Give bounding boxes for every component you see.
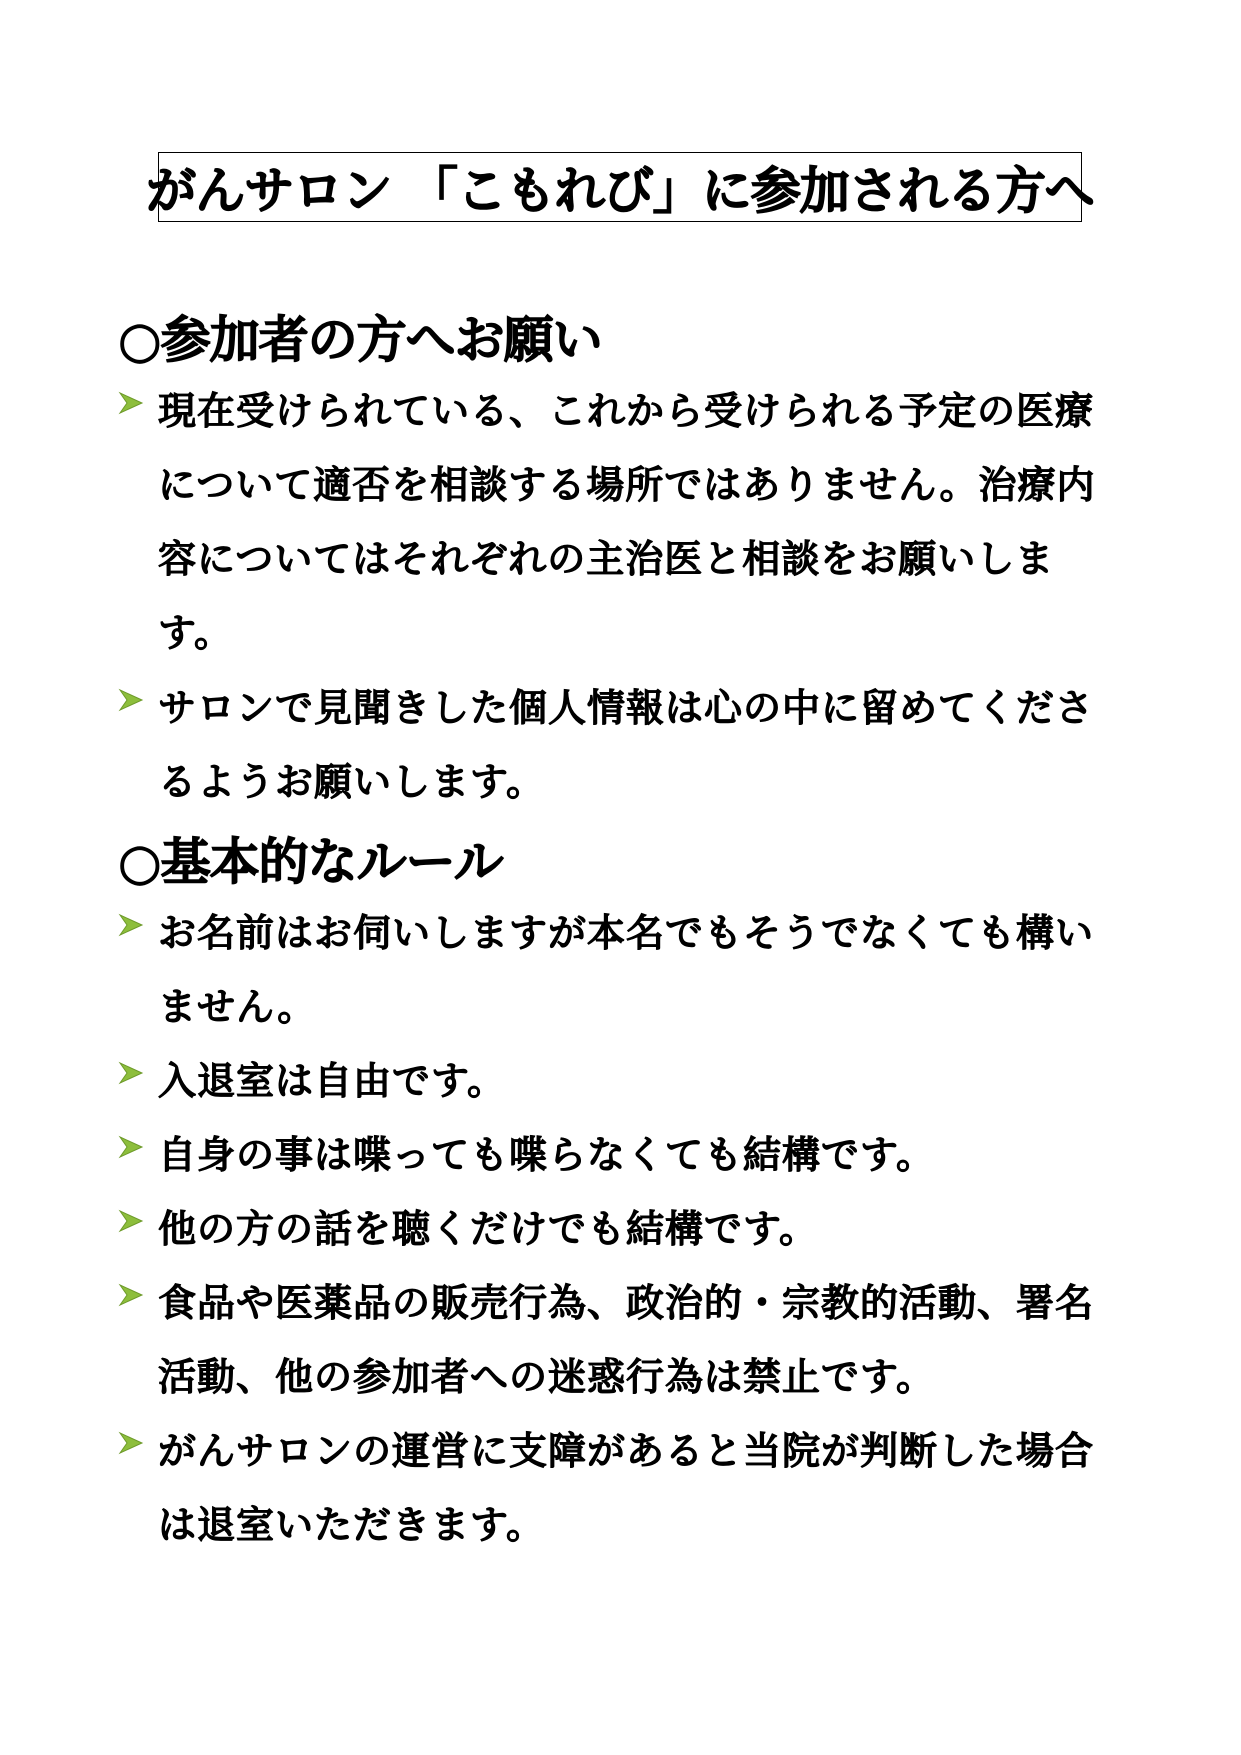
- arrow-bullet-icon: [118, 1060, 144, 1086]
- page-title: がんサロン 「こもれび」に参加される方へ: [146, 162, 1094, 220]
- arrow-bullet-icon: [118, 1134, 144, 1160]
- list-item-text: お名前はお伺いしますが本名でもそうでなくても構いません。: [158, 911, 1095, 1029]
- list-item: [118, 896, 1128, 1044]
- list-item-text: 他の方の話を聴くだけでも結構です。: [158, 1207, 818, 1251]
- list-item: [118, 1266, 1128, 1414]
- arrow-bullet-icon: [118, 1282, 144, 1308]
- list-item: [118, 374, 1128, 670]
- list-item: [118, 1044, 1128, 1118]
- title-box: [146, 152, 1094, 222]
- arrow-bullet-icon: [118, 390, 144, 416]
- list-item: [118, 1192, 1128, 1266]
- list-item-text: 食品や医薬品の販売行為、政治的・宗教的活動、署名活動、他の参加者への迷惑行為は禁止です。: [158, 1281, 1095, 1399]
- arrow-bullet-icon: [118, 687, 144, 713]
- list-item-text: サロンで見聞きした個人情報は心の中に留めてくださるようお願いします。: [158, 686, 1095, 804]
- section-heading-requests: ○参加者の方へお願い: [118, 311, 602, 369]
- list-item: [118, 1414, 1128, 1562]
- list-item-text: 現在受けられている、これから受けられる予定の医療について適否を相談する場所ではありません。治療内容についてはそれぞれの主治医と相談をお願いします。: [158, 389, 1096, 655]
- arrow-bullet-icon: [118, 912, 144, 938]
- list-item-text: がんサロンの運営に支障があると当院が判断した場合は退室いただきます。: [158, 1429, 1095, 1547]
- list-item-text: 自身の事は喋っても喋らなくても結構です。: [158, 1133, 935, 1177]
- list-item-text: 入退室は自由です。: [158, 1059, 506, 1103]
- arrow-bullet-icon: [118, 1208, 144, 1234]
- section-heading-rules: ○基本的なルール: [118, 833, 503, 891]
- arrow-bullet-icon: [118, 1430, 144, 1456]
- list-item: [118, 1118, 1128, 1192]
- list-item: [118, 671, 1128, 819]
